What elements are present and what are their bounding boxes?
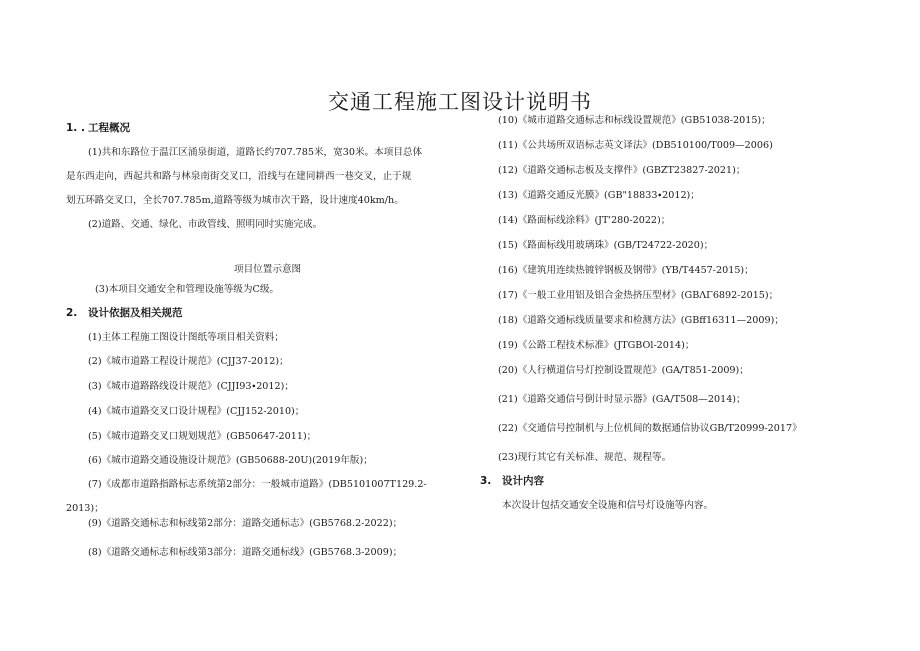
section-1-heading	[66, 122, 130, 135]
s1-paragraph-1-line-3: 划五环路交叉口，全长707.785m,道路等级为城市次干路，设计速度40km∕h。	[66, 195, 404, 206]
reference-item: (23)现行其它有关标准、规范、规程等。	[498, 452, 672, 463]
reference-item: (4)《城市道路交叉口设计规程》(CJJ152-2010)；	[88, 406, 305, 417]
section-3-number: 3.	[480, 475, 492, 487]
section-1-title: 工程概况	[88, 122, 130, 134]
section-2-number: 2.	[66, 307, 78, 319]
reference-item: (15)《路面标线用玻璃珠》(GB/T24722-2020)；	[498, 240, 714, 251]
reference-item: (11)《公共场所双语标志英文译法》(DB510100/T009—2006)	[498, 140, 773, 151]
reference-item: (6)《城市道路交通设施设计规范》(GB50688-20U)(2019年版)；	[88, 455, 373, 466]
reference-item: (19)《公路工程技术标准》(JTGBOl-2014)；	[498, 340, 695, 351]
reference-item: (16)《建筑用连续热镀锌钢板及钢带》(YB/T4457-2015)；	[498, 265, 754, 276]
section-1-number: 1. .	[66, 122, 85, 134]
s1-paragraph-1-line-1: (1)共和东路位于温江区涌泉街道，道路长约707.785米，宽30米。本项目总体	[88, 147, 423, 158]
figure-caption: 项目位置示意图	[234, 264, 302, 275]
reference-item: (12)《道路交通标志板及支撑件》(GBZT23827-2021)；	[498, 165, 746, 176]
reference-item: (10)《城市道路交通标志和标线设置规范》(GB51038-2015)；	[498, 115, 771, 126]
reference-item: (9)《道路交通标志和标线第2部分：道路交通标志》(GB5768.2-2022)；	[88, 518, 403, 529]
document-title: 交通工程施工图设计说明书	[328, 90, 592, 114]
s1-paragraph-3: (3)本项目交通安全和管理设施等级为C级。	[95, 284, 280, 295]
reference-item: (17)《一般工业用铝及铝合金热挤压型材》(GBΛΓ6892-2015)；	[498, 290, 779, 301]
reference-item: (5)《城市道路交叉口规划规范》(GB50647-2011)；	[88, 431, 317, 442]
reference-item: (7)《成都市道路指路标志系统第2部分：一般城市道路》(DB5101007T129.2-	[88, 479, 427, 490]
reference-item: (8)《道路交通标志和标线第3部分：道路交通标线》(GB5768.3-2009)；	[88, 547, 403, 558]
reference-item: (1)主体工程施工图设计图纸等项目相关资料；	[88, 332, 284, 343]
reference-item: (3)《城市道路路线设计规范》(CJJI93∙2012)；	[88, 381, 294, 392]
reference-item: (2)《城市道路工程设计规范》(CJJ37-2012)；	[88, 356, 289, 367]
reference-item: (13)《道路交通反光膜》(GB"18833∙2012)；	[498, 190, 700, 201]
section-3-title: 设计内容	[502, 475, 544, 487]
section-2-title: 设计依据及相关规范	[88, 307, 183, 319]
s3-paragraph-1: 本次设计包括交通安全设施和信号灯设施等内容。	[502, 500, 714, 511]
reference-item: (22)《交通信号控制机与上位机间的数据通信协议GB/T20999-2017》	[498, 423, 802, 434]
reference-item: (21)《道路交通信号倒计时显示器》(GA/T508—2014)；	[498, 394, 746, 405]
reference-item: (18)《道路交通标线质量要求和检测方法》(GBff16311—2009)；	[498, 315, 784, 326]
reference-item: (14)《路面标线涂料》(JT'280-2022)；	[498, 215, 671, 226]
section-3-heading	[480, 475, 544, 488]
s1-paragraph-2: (2)道路、交通、绿化、市政管线、照明同时实施完成。	[88, 219, 323, 230]
reference-item: (20)《人行横道信号灯控制设置规范》(GA/T851-2009)；	[498, 365, 749, 376]
section-2-heading	[66, 307, 183, 320]
s1-paragraph-1-line-2: 是东西走向，西起共和路与林泉南街交叉口，沿线与在建同耕西一巷交叉，止于规	[66, 171, 412, 182]
reference-item-continuation: 2013)；	[66, 503, 104, 514]
